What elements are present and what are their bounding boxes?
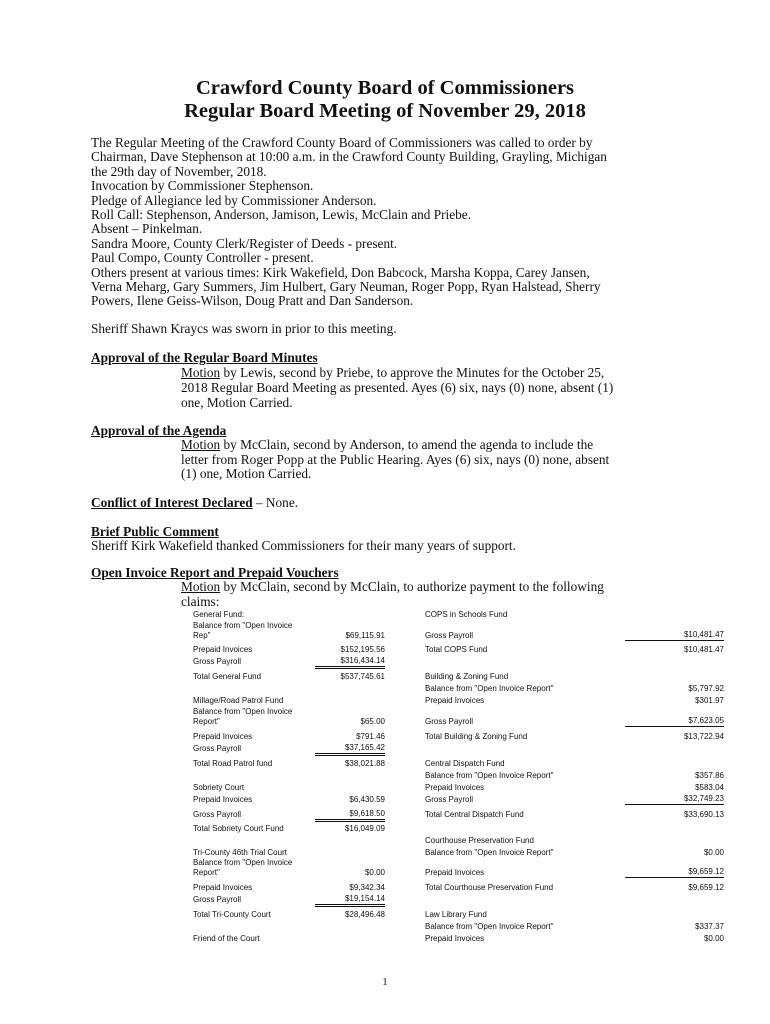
fund-row-label: Gross Payroll bbox=[193, 810, 242, 819]
fund-row-amount: $7,623.05 bbox=[625, 716, 724, 727]
agenda-motion-line bbox=[181, 438, 593, 453]
fund-label: Law Library Fund bbox=[425, 910, 487, 919]
fund-total-amount: $9,659.12 bbox=[688, 883, 724, 892]
fund-row-label: Report" bbox=[193, 868, 220, 877]
fund-row-amount: $32,749.23 bbox=[625, 794, 724, 805]
agenda-motion-text: by McClain, second by Anderson, to amend the agenda to include the bbox=[220, 437, 594, 452]
intro-line: the 29th day of November, 2018. bbox=[91, 163, 267, 179]
public-comment-text: Sheriff Kirk Wakefield thanked Commissioners for their many years of support. bbox=[91, 538, 516, 553]
fund-row-label: Balance from "Open Invoice bbox=[193, 621, 293, 630]
fund-row-label: Gross Payroll bbox=[425, 795, 474, 804]
invoices-motion-text: by McClain, second by McClain, to authorize payment to the following bbox=[220, 579, 604, 594]
fund-row-amount: $69,115.91 bbox=[345, 631, 385, 640]
fund-row-amount: $0.00 bbox=[703, 848, 724, 857]
fund-row-amount: $65.00 bbox=[360, 717, 385, 726]
fund-total-amount: $28,496.48 bbox=[344, 910, 385, 919]
conflict-line bbox=[91, 496, 298, 511]
fund-row-amount: $9,342.34 bbox=[349, 883, 385, 892]
fund-label: Courthouse Preservation Fund bbox=[425, 836, 534, 845]
fund-total-amount: $10,481.47 bbox=[683, 645, 724, 654]
fund-row-label: Balance from "Open Invoice Report" bbox=[425, 848, 554, 857]
fund-row-amount: $301.97 bbox=[695, 696, 724, 705]
intro-paragraph bbox=[91, 136, 691, 309]
invoices-heading: Open Invoice Report and Prepaid Vouchers bbox=[91, 565, 339, 580]
fund-row-amount: $152,195.56 bbox=[340, 645, 385, 654]
document-title: Crawford County Board of Commissioners bbox=[195, 77, 575, 99]
fund-label: COPS in Schools Fund bbox=[425, 610, 508, 619]
fund-label: Friend of the Court bbox=[193, 934, 260, 943]
fund-row-amount: $5,797.92 bbox=[688, 684, 724, 693]
fund-row-amount: $9,618.50 bbox=[315, 809, 385, 822]
fund-row-amount: $37,165.42 bbox=[315, 743, 385, 756]
fund-total-amount: $537,745.61 bbox=[340, 672, 385, 681]
fund-row-label: Balance from "Open Invoice Report" bbox=[425, 771, 554, 780]
agenda-motion-line: (1) one, Motion Carried. bbox=[181, 466, 312, 481]
fund-total-amount: $13,722.94 bbox=[683, 732, 724, 741]
sheriff-sworn-line: Sheriff Shawn Kraycs was sworn in prior to this meeting. bbox=[91, 321, 397, 336]
agenda-heading: Approval of the Agenda bbox=[91, 423, 227, 438]
document-subtitle: Regular Board Meeting of November 29, 2018 bbox=[184, 100, 586, 122]
fund-row-label: Prepaid Invoices bbox=[425, 868, 485, 877]
fund-row-label: Gross Payroll bbox=[425, 631, 474, 640]
intro-line: Powers, Ilene Geiss-Wilson, Doug Pratt and Dan Sanderson. bbox=[91, 293, 414, 309]
fund-row-label: Balance from "Open Invoice bbox=[193, 707, 293, 716]
fund-row-label: Gross Payroll bbox=[193, 657, 242, 666]
fund-row-amount: $316,434.14 bbox=[315, 656, 385, 669]
minutes-motion-text: by Lewis, second by Priebe, to approve the Minutes for the October 25, bbox=[220, 365, 605, 380]
minutes-motion-line: 2018 Regular Board Meeting as presented. Ayes (6) six, nays (0) none, absent (1) bbox=[181, 380, 614, 395]
fund-row-amount: $10,481.47 bbox=[625, 630, 724, 641]
fund-row-label: Prepaid Invoices bbox=[425, 783, 485, 792]
fund-label: Central Dispatch Fund bbox=[425, 759, 505, 768]
fund-row-amount: $337.37 bbox=[695, 922, 724, 931]
intro-line: The Regular Meeting of the Crawford County Board of Commissioners was called to order by bbox=[91, 135, 593, 150]
fund-label: Sobriety Court bbox=[193, 783, 245, 792]
intro-line: Roll Call: Stephenson, Anderson, Jamison, Lewis, McClain and Priebe. bbox=[91, 207, 472, 223]
fund-row-amount: $791.46 bbox=[356, 732, 385, 741]
fund-row-label: Prepaid Invoices bbox=[193, 883, 253, 892]
fund-total-label: Total Tri-County Court bbox=[193, 910, 271, 919]
minutes-motion-line: one, Motion Carried. bbox=[181, 395, 293, 410]
fund-total-label: Total Building & Zoning Fund bbox=[425, 732, 528, 741]
fund-row-label: Report" bbox=[193, 717, 220, 726]
fund-total-label: Total Sobriety Court Fund bbox=[193, 824, 284, 833]
fund-label: Millage/Road Patrol Fund bbox=[193, 696, 284, 705]
fund-row-amount: $583.04 bbox=[695, 783, 724, 792]
fund-total-label: Total Road Patrol fund bbox=[193, 759, 273, 768]
fund-label: Tri-County 46th Trial Court bbox=[193, 848, 287, 857]
intro-line: Absent – Pinkelman. bbox=[91, 221, 203, 237]
fund-row-label: Prepaid Invoices bbox=[193, 732, 253, 741]
conflict-text: – None. bbox=[252, 495, 299, 510]
fund-total-amount: $16,049.09 bbox=[344, 824, 385, 833]
intro-line: Invocation by Commissioner Stephenson. bbox=[91, 178, 314, 194]
intro-line: Sandra Moore, County Clerk/Register of Deeds - present. bbox=[91, 235, 398, 251]
minutes-motion-line bbox=[181, 366, 604, 381]
invoices-motion-line: claims: bbox=[181, 594, 220, 609]
fund-row-amount: $0.00 bbox=[364, 868, 385, 877]
fund-row-amount: $357.86 bbox=[695, 771, 724, 780]
intro-line: Verna Meharg, Gary Summers, Jim Hulbert, Gary Neuman, Roger Popp, Ryan Halstead, Sherry bbox=[91, 279, 601, 295]
fund-row-label: Prepaid Invoices bbox=[193, 645, 253, 654]
agenda-motion-line: letter from Roger Popp at the Public Hearing. Ayes (6) six, nays (0) none, absent bbox=[181, 452, 610, 467]
intro-line: Others present at various times: Kirk Wakefield, Don Babcock, Marsha Koppa, Carey Jansen, bbox=[91, 264, 590, 280]
fund-total-label: Total General Fund bbox=[193, 672, 262, 681]
fund-row-label: Prepaid Invoices bbox=[425, 934, 485, 943]
fund-row-label: Prepaid Invoices bbox=[193, 795, 253, 804]
conflict-heading: Conflict of Interest Declared bbox=[91, 495, 253, 510]
fund-row-amount: $19,154.14 bbox=[315, 894, 385, 907]
fund-row-label: Rep" bbox=[193, 631, 211, 640]
public-comment-heading: Brief Public Comment bbox=[91, 524, 219, 539]
fund-total-label: Total Central Dispatch Fund bbox=[425, 810, 524, 819]
fund-row-label: Balance from "Open Invoice Report" bbox=[425, 684, 554, 693]
intro-line: Paul Compo, County Controller - present. bbox=[91, 250, 314, 266]
fund-row-amount: $6,430.59 bbox=[349, 795, 385, 804]
fund-total-label: Total COPS Fund bbox=[425, 645, 488, 654]
intro-line: Pledge of Allegiance led by Commissioner Anderson. bbox=[91, 192, 377, 208]
motion-label: Motion bbox=[181, 437, 221, 452]
fund-label: Building & Zoning Fund bbox=[425, 672, 509, 681]
fund-row-label: Prepaid Invoices bbox=[425, 696, 485, 705]
fund-row-amount: $9,659.12 bbox=[625, 867, 724, 878]
fund-row-label: Gross Payroll bbox=[425, 717, 474, 726]
fund-total-amount: $38,021.88 bbox=[344, 759, 385, 768]
fund-label: General Fund: bbox=[193, 610, 245, 619]
fund-total-amount: $33,690.13 bbox=[683, 810, 724, 819]
minutes-heading: Approval of the Regular Board Minutes bbox=[91, 350, 318, 365]
page-number: 1 bbox=[382, 976, 388, 988]
fund-row-label: Balance from "Open Invoice bbox=[193, 858, 293, 867]
intro-line: Chairman, Dave Stephenson at 10:00 a.m. in the Crawford County Building, Grayling, Michigan bbox=[91, 149, 607, 165]
fund-row-label: Balance from "Open Invoice Report" bbox=[425, 922, 554, 931]
fund-row-amount: $0.00 bbox=[703, 934, 724, 943]
fund-total-label: Total Courthouse Preservation Fund bbox=[425, 883, 554, 892]
fund-row-label: Gross Payroll bbox=[193, 744, 242, 753]
motion-label: Motion bbox=[181, 579, 221, 594]
motion-label: Motion bbox=[181, 365, 221, 380]
fund-row-label: Gross Payroll bbox=[193, 895, 242, 904]
invoices-motion-line bbox=[181, 580, 604, 595]
